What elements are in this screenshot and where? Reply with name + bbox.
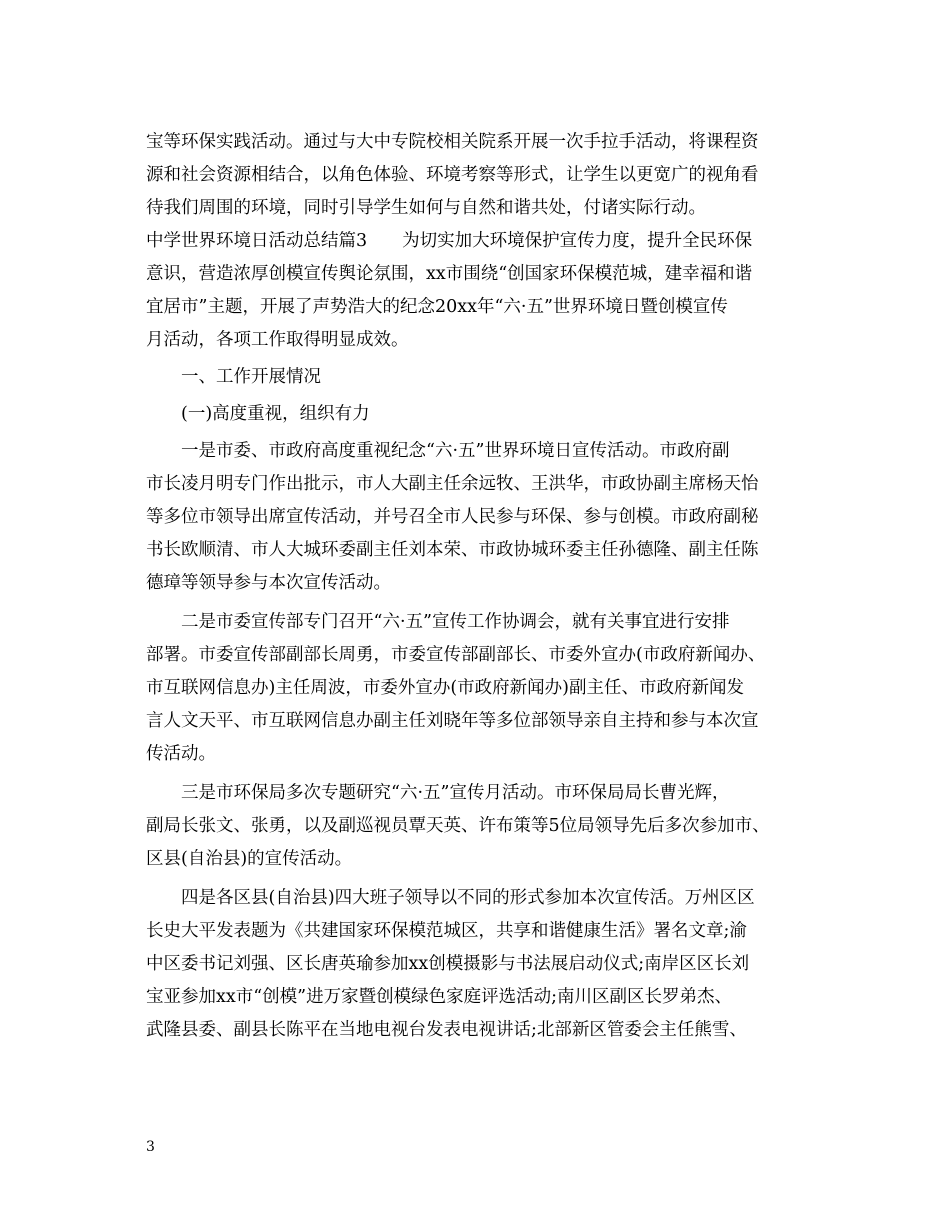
text-line: 源和社会资源相结合，以角色体验、环境考察等形式，让学生以更宽广的视角看 [146, 165, 759, 185]
text-line: 宜居市”主题，开展了声势浩大的纪念20xx年“六·五”世界环境日暨创模宣传 [146, 297, 728, 317]
document-body [146, 126, 806, 1047]
text-line: 市长凌月明专门作出批示，市人大副主任余远牧、王洪华，市政协副主席杨天怡 [146, 474, 759, 494]
text-line: 宝亚参加xx市“创模”进万家暨创模绿色家庭评选活动;南川区副区长罗弟杰、 [146, 987, 733, 1007]
text-line: 区县(自治县)的宣传活动。 [146, 849, 353, 869]
text-line: 市互联网信息办)主任周波，市委外宣办(市政府新闻办)副主任、市政府新闻发 [146, 678, 744, 698]
text-line: 言人文天平、市互联网信息办副主任刘晓年等多位部领导亲自主持和参与本次宣 [146, 711, 759, 731]
subheading-organization: (一)高度重视，组织有力 [146, 404, 370, 424]
text-line: 二是市委宣传部专门召开“六·五”宣传工作协调会，就有关事宜进行安排 [146, 612, 730, 632]
section-heading-line: 中学世界环境日活动总结篇3 为切实加大环境保护宣传力度，提升全民环保 [146, 231, 753, 251]
text-line: 部署。市委宣传部副部长周勇，市委宣传部副部长、市委外宣办(市政府新闻办、 [146, 645, 766, 665]
page-number: 3 [146, 1139, 155, 1155]
text-line: 中区委书记刘强、区长唐英瑜参加xx创模摄影与书法展启动仪式;南岸区区长刘 [146, 954, 750, 974]
text-line: 一是市委、市政府高度重视纪念“六·五”世界环境日宣传活动。市政府副 [146, 441, 730, 461]
text-line: 德璋等领导参与本次宣传活动。 [146, 573, 391, 593]
text-line: 长史大平发表题为《共建国家环保模范城区，共享和谐健康生活》署名文章;渝 [146, 921, 747, 941]
text-line: 四是各区县(自治县)四大班子领导以不同的形式参加本次宣传活。万州区区 [146, 888, 755, 908]
heading-work-status: 一、工作开展情况 [146, 367, 321, 387]
text-line: 宝等环保实践活动。通过与大中专院校相关院系开展一次手拉手活动，将课程资 [146, 132, 759, 152]
text-line: 三是市环保局多次专题研究“六·五”宣传月活动。市环保局局长曹光辉， [146, 783, 730, 803]
text-line: 书长欧顺清、市人大城环委副主任刘本荣、市政协城环委主任孙德隆、副主任陈 [146, 540, 759, 560]
text-line: 月活动，各项工作取得明显成效。 [146, 330, 409, 350]
text-line: 等多位市领导出席宣传活动，并号召全市人民参与环保、参与创模。市政府副秘 [146, 507, 759, 527]
text-line: 意识，营造浓厚创模宣传舆论氛围，xx市围绕“创国家环保模范城，建幸福和谐 [146, 264, 753, 284]
text-line: 武隆县委、副县长陈平在当地电视台发表电视讲话;北部新区管委会主任熊雪、 [146, 1020, 747, 1040]
text-line: 副局长张文、张勇，以及副巡视员覃天英、许布策等5位局领导先后多次参加市、 [146, 816, 770, 836]
text-line: 待我们周围的环境，同时引导学生如何与自然和谐共处，付诸实际行动。 [146, 198, 706, 218]
text-line: 传活动。 [146, 744, 216, 764]
